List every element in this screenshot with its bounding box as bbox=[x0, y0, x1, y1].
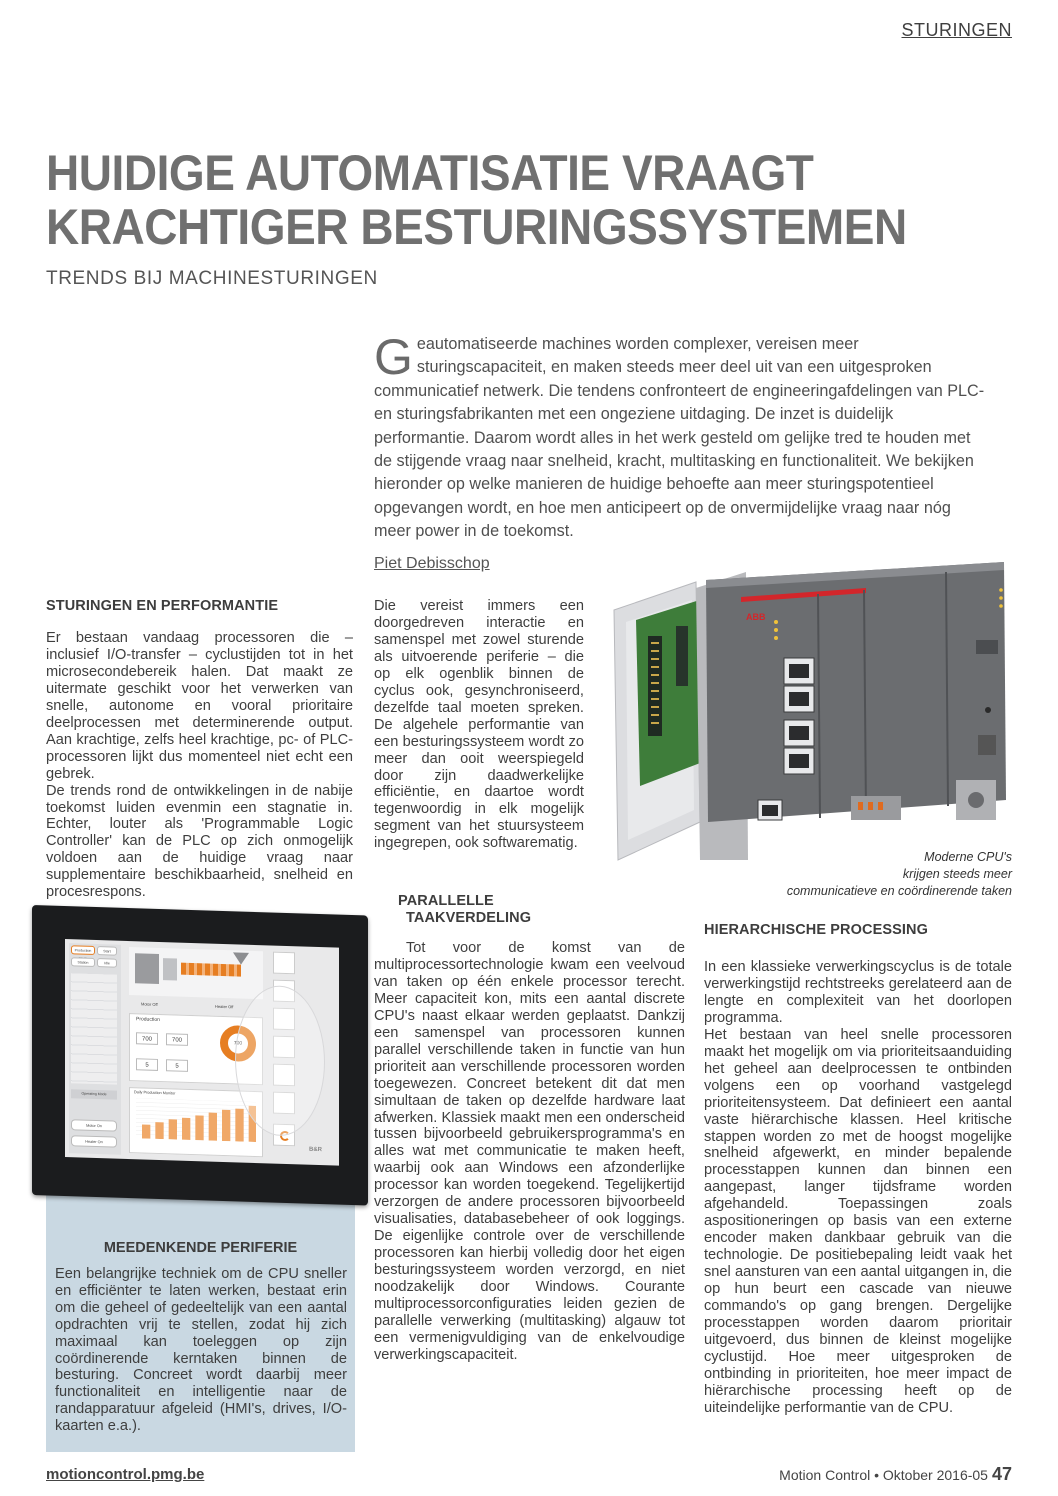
hmi-motor-on-button[interactable]: Motor On bbox=[71, 1119, 117, 1131]
hmi-value-c: 5 bbox=[136, 1058, 158, 1071]
hmi-mold bbox=[135, 953, 159, 984]
section-heading-hierarchy: HIERARCHISCHE PROCESSING bbox=[704, 922, 928, 938]
hmi-left-column bbox=[69, 943, 121, 1155]
page-number: 47 bbox=[991, 1464, 1012, 1484]
hmi-chart-bar bbox=[195, 1115, 203, 1140]
hmi-operating-mode: Operating Mode bbox=[71, 1089, 117, 1099]
hmi-chart-bar bbox=[155, 1122, 163, 1139]
hmi-heater-label: Heater Off bbox=[215, 1003, 234, 1010]
hmi-chart-gridline bbox=[136, 1098, 256, 1102]
footer-issue bbox=[779, 1464, 1012, 1485]
hmi-motor-label: Motor Off bbox=[141, 1001, 158, 1007]
plc-photo bbox=[596, 560, 1020, 870]
hmi-logo: B&R bbox=[309, 1146, 322, 1154]
hmi-heater-on-button[interactable]: Heater On bbox=[71, 1135, 117, 1147]
intro-text: eautomatiseerde machines worden complexer, vereisen meer sturingscapaciteit, en maken steeds meer deel uit van een uitgesproken communicatief netwerk. Die tendens confronteert de engineeringafdelingen van PLC- en sturingsfabrikanten met een ongeziene uitdaging. De inzet is duidelijk performantie. Daarom wordt alles in het werk gesteld om gelijke tred te houden met de stijgende vraag naar snelheid, kracht, multitasking en functionaliteit. We bekijken hieronder op welke manieren de huidige behoefte aan meer sturingspotentieel opgevangen wordt, en hoe men anticipeert op de onvermijdelijke vraag naar nóg meer power in de toekomst. bbox=[374, 335, 985, 541]
heading-parallel-line2: TAAKVERDELING bbox=[406, 910, 532, 926]
section-heading-parallel bbox=[398, 893, 531, 927]
hmi-value-a: 700 bbox=[136, 1032, 158, 1045]
section-tag: STURINGEN bbox=[901, 20, 1012, 40]
image-caption bbox=[712, 849, 1012, 900]
hmi-right-arc bbox=[235, 984, 325, 1137]
hmi-chart-gridline bbox=[136, 1102, 256, 1106]
title-line-2: KRACHTIGER BESTURINGSSYSTEMEN bbox=[46, 199, 907, 255]
footer-url-link[interactable]: motioncontrol.pmg.be bbox=[46, 1466, 205, 1483]
section-body-performance: Er bestaan vandaag processoren die – inclusief I/O-transfer – cyclustijden tot in het microsecondebereik halen. Dat maakt ze uitermate geschikt voor het verwerken van snelle, autonome en vooral prioritaire deelprocessen met determinerende output. Aan krachtige, zelfs heel krachtige, pc- of PLC-processoren lijkt dus momenteel niet echt een gebrek. De trends rond de ontwikkelingen in de nabije toekomst luiden evenmin een stagnatie in. Echter, louter als 'Programmable Logic Controller' kan de PLC op zich onmogelijk voldoen aan de huidige vraag naar supplementaire beschikbaarheid, snelheid en procesrespons. bbox=[46, 630, 353, 901]
hmi-chart-bar bbox=[169, 1119, 177, 1139]
caption-line-2: krijgen steeds meer bbox=[902, 867, 1012, 881]
hmi-value-d: 5 bbox=[166, 1059, 188, 1072]
hmi-btn-station[interactable]: Station bbox=[71, 957, 95, 967]
hmi-btn-production-mode[interactable]: Production bbox=[71, 945, 95, 955]
hmi-side-button[interactable] bbox=[273, 952, 295, 975]
section-body-parallel: Tot voor de komst van de multiprocessortechnologie kwam een veelvoud van taken op één enkele processor terecht. Meer capaciteit kon, mits een aantal discrete CPU's naast elkaar werden geplaatst. Dankzij een samenspel van processoren kunnen parallel verschillende taken in functie van hun prioriteit aan verschillende processoren worden toegewezen. Concreet betekent dit dat men simultaan de taken op dezelfde hardware laat afwerken. Klassiek maakt men een onderscheid tussen bijvoorbeeld gebruikersprogramma's en alles wat met communicatie te maken heeft, waarbij ook aan Windows een afzonderlijke processor kan worden toegekend. Tegelijkertijd verzorgen de andere processoren bijvoorbeeld visualisaties, databasebeheer of ook loggings. De eigenlijke controle over de verschillende processoren kan hierbij volledig door het eigen besturingssysteem worden verzorgd, en niet noodzakelijk door Windows. Courante multiprocessorconfiguraties leiden gezien de parallelle verwerking (multitasking) algauw tot een vermenigvuldiging van de enkelvoudige verwerkingscapaciteit. bbox=[374, 940, 685, 1363]
hmi-machine-graphic bbox=[129, 947, 263, 999]
hmi-hopper bbox=[233, 952, 249, 965]
caption-line-3: communicatieve en coördinerende taken bbox=[786, 884, 1012, 898]
section-heading-performance: STURINGEN EN PERFORMANTIE bbox=[46, 598, 279, 614]
hmi-gauge: 700 bbox=[220, 1025, 256, 1062]
hmi-screen bbox=[65, 939, 339, 1166]
title-line-1: HUIDIGE AUTOMATISATIE VRAAGT bbox=[46, 145, 814, 201]
hmi-mold-inner bbox=[163, 958, 177, 980]
hmi-btn-idle[interactable]: Idle bbox=[97, 958, 117, 968]
hmi-chart-bar bbox=[222, 1110, 230, 1141]
article-title bbox=[46, 146, 929, 254]
hmi-bar-chart bbox=[136, 1098, 256, 1142]
article-intro bbox=[374, 329, 990, 544]
column-2-text: Die vereist immers een doorgedreven interactie en samenspel met zowel sturende als uitvoerende periferie – die op elk ogenblik binnen de cyclus ook, gesynchroniseerd, dezelfde taal moeten spreken. De algehele performantie van een besturingssysteem wordt zo meer dan ooit weerspiegeld door zijn daadwerkelijke efficiëntie, en daartoe wordt tegenwoordig in elk mogelijk segment van het stuursysteem ingegrepen, ook softwarematig. bbox=[374, 598, 584, 852]
author-byline: Piet Debisschop bbox=[374, 555, 490, 572]
sidebar-body: Een belangrijke techniek om de CPU sneller en efficiënter te laten werken, bestaat erin om die geheel of gedeeltelijk van een aantal opdrachten vrij te stellen, zodat hij zich maximaal kan toeleggen op zijn coördinerende kerntaken binnen de besturing. Concreet wordt daarbij meer functionaliteit en intelligentie naar de randapparatuur afgeleid (HMI's, drives, I/O-kaarten e.a.). bbox=[55, 1266, 347, 1435]
hmi-chart-bar bbox=[209, 1113, 217, 1141]
article-subtitle: TRENDS BIJ MACHINESTURINGEN bbox=[46, 268, 378, 289]
caption-line-1: Moderne CPU's bbox=[924, 850, 1012, 864]
hmi-btn-start[interactable]: Start bbox=[97, 946, 117, 956]
plc-brand-label: ABB bbox=[746, 612, 766, 622]
footer-issue-text: Motion Control • Oktober 2016-05 bbox=[779, 1467, 988, 1483]
hmi-chart-title: Daily Production Monitor bbox=[134, 1090, 176, 1096]
hmi-heater-bar bbox=[181, 963, 241, 977]
dropcap: G bbox=[374, 329, 413, 385]
hmi-value-b: 700 bbox=[166, 1033, 188, 1046]
hmi-list bbox=[71, 973, 117, 1084]
hmi-production-title: Production bbox=[136, 1016, 160, 1024]
hmi-panel-photo bbox=[32, 905, 368, 1206]
section-body-hierarchy: In een klassieke verwerkingscyclus is de totale verwerkingstijd rechtstreeks gerelateerd aan de lengte en complexiteit van het doorlopen programma. Het bestaan van heel snelle processoren maakt het mogelijk om via prioriteitsaanduiding het geheel aan deelprocessen te ontbinden volgens een op voorhand vastgelegd prioriteitensysteem. Dat definieert een aantal vaste hiërarchische klassen. Heel kritische stappen worden zo met de hoogst mogelijke snelheid afgewerkt, en minder bepalende processtappen kunnen dan binnen een aangepast, langer tijdsframe worden afgehandeld. Toepassingen zoals aspositioneringen op basis van een externe encoder maken dankbaar gebruik van die technologie. De positiebepaling leidt vaak het snel aansturen van een aantal uitgangen in, die op hun beurt een cascade van nieuwe commando's op gang brengen. Dergelijke processtappen worden daarom prioritair uitgevoerd, dus binnen de kleinst mogelijke cyclustijd. Hoe meer uitgesproken de ontbinding in prioriteiten, hoe meer impact de hiërarchische processing heeft op de uiteindelijke performantie van de CPU. bbox=[704, 959, 1012, 1416]
sidebar-box bbox=[46, 1186, 355, 1452]
hmi-chart-bar bbox=[142, 1124, 150, 1138]
hmi-chart-bar bbox=[235, 1109, 243, 1142]
heading-parallel-line1: PARALLELLE bbox=[398, 893, 494, 909]
sidebar-heading: MEEDENKENDE PERIFERIE bbox=[103, 1240, 298, 1256]
hmi-chart-bar bbox=[182, 1118, 190, 1140]
